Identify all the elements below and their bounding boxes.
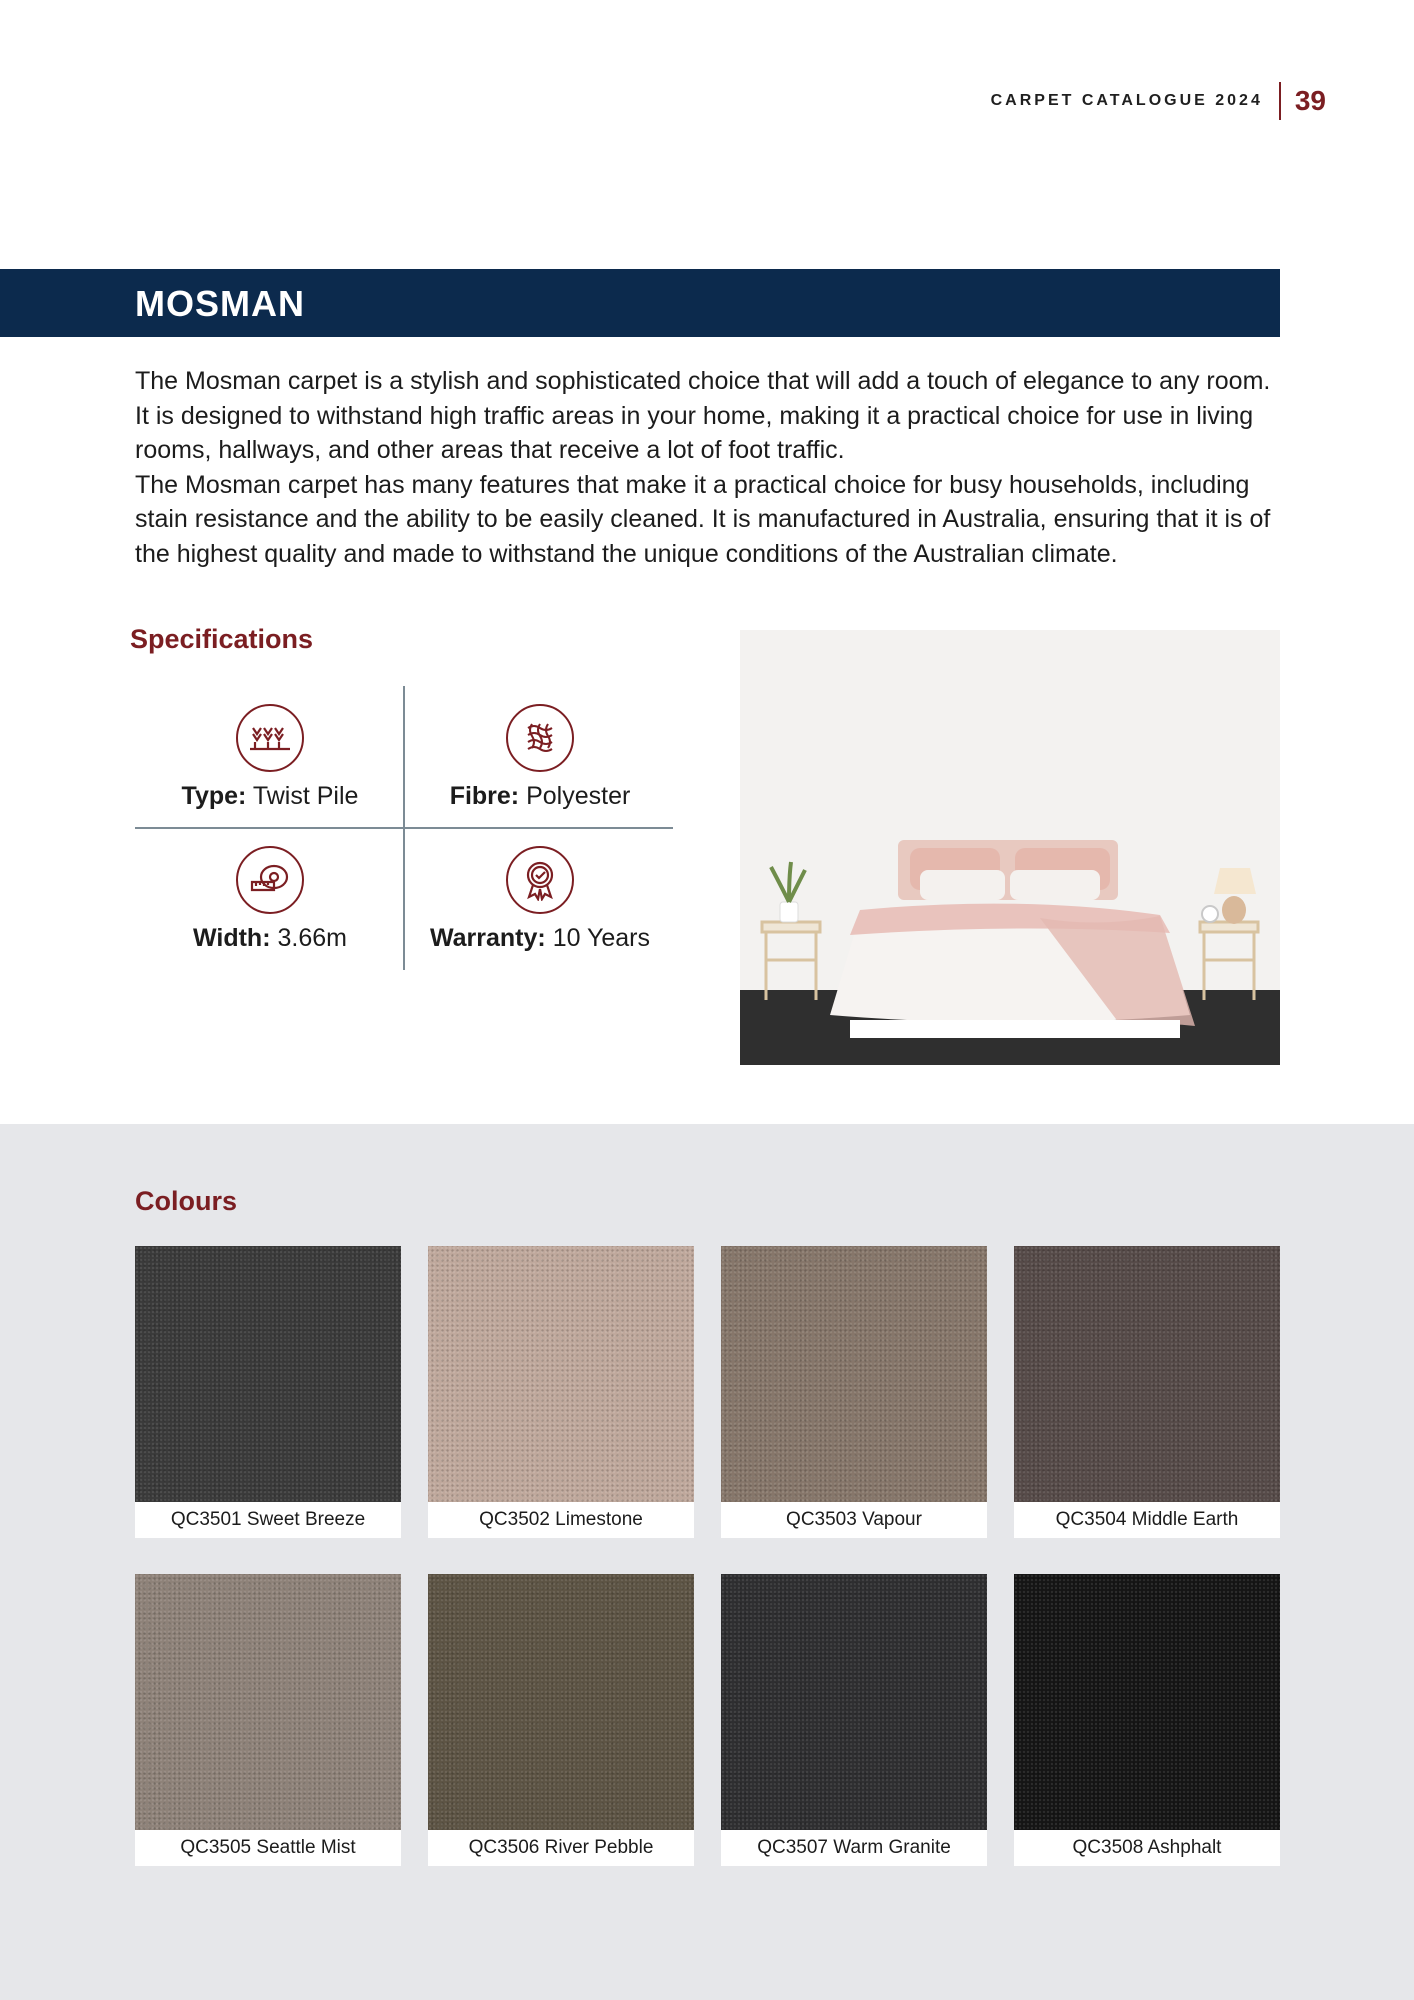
spec-width [135, 846, 405, 953]
swatch-label: QC3508 Ashphalt [1014, 1830, 1280, 1866]
specifications-heading: Specifications [130, 624, 314, 654]
fibre-icon [506, 704, 574, 772]
swatch-label: QC3502 Limestone [428, 1502, 694, 1538]
swatch-sample [135, 1246, 401, 1502]
spec-fibre [405, 704, 675, 811]
colour-swatch[interactable] [428, 1246, 694, 1538]
colour-swatch[interactable] [721, 1246, 987, 1538]
spec-fibre-text: Fibre: Polyester [449, 782, 631, 810]
tape-measure-icon [236, 846, 304, 914]
spec-warranty [405, 846, 675, 953]
swatch-sample [721, 1574, 987, 1830]
swatch-label: QC3507 Warm Granite [721, 1830, 987, 1866]
bedroom-photo [740, 630, 1280, 1065]
award-icon [506, 846, 574, 914]
product-title-bar [0, 269, 1280, 337]
spec-divider-horizontal [135, 827, 673, 829]
swatch-label: QC3506 River Pebble [428, 1830, 694, 1866]
product-title: MOSMAN [135, 283, 305, 324]
spec-width-text: Width: 3.66m [193, 924, 347, 952]
swatch-sample [428, 1246, 694, 1502]
description-paragraph-2: The Mosman carpet has many features that make it a practical choice for busy households, including stain resistance and the ability to be easily cleaned. It is manufactured in Australia, ensuring that it is of the highest quality and made to withstand the unique conditions of the Australian climate. [135, 470, 1271, 568]
page-number: 39 [1294, 85, 1326, 116]
swatch-sample [721, 1246, 987, 1502]
pile-icon [236, 704, 304, 772]
swatch-sample [428, 1574, 694, 1830]
swatch-label: QC3503 Vapour [721, 1502, 987, 1538]
swatch-sample [135, 1574, 401, 1830]
page-header [991, 82, 1326, 120]
swatch-label: QC3501 Sweet Breeze [135, 1502, 401, 1538]
swatch-sample [1014, 1246, 1280, 1502]
colour-swatch[interactable] [721, 1574, 987, 1866]
description-paragraph-1: The Mosman carpet is a stylish and sophisticated choice that will add a touch of elegance to any room. It is designed to withstand high traffic areas in your home, making it a practical choice for use in living rooms, hallways, and other areas that receive a lot of foot traffic. [135, 367, 1271, 464]
colour-swatch[interactable] [1014, 1246, 1280, 1538]
swatch-label: QC3505 Seattle Mist [135, 1830, 401, 1866]
specifications-grid [135, 686, 673, 970]
colour-swatch[interactable] [1014, 1574, 1280, 1866]
header-divider [1279, 82, 1281, 120]
catalogue-title: CARPET CATALOGUE 2024 [990, 92, 1263, 109]
spec-type-text: Type: Twist Pile [181, 782, 359, 810]
spec-warranty-text: Warranty: 10 Years [429, 924, 651, 952]
colours-heading: Colours [135, 1186, 238, 1216]
spec-type [135, 704, 405, 811]
colour-swatch[interactable] [135, 1574, 401, 1866]
colour-swatch[interactable] [135, 1246, 401, 1538]
swatch-sample [1014, 1574, 1280, 1830]
swatch-label: QC3504 Middle Earth [1014, 1502, 1280, 1538]
colour-swatch[interactable] [428, 1574, 694, 1866]
product-description [135, 364, 1275, 571]
